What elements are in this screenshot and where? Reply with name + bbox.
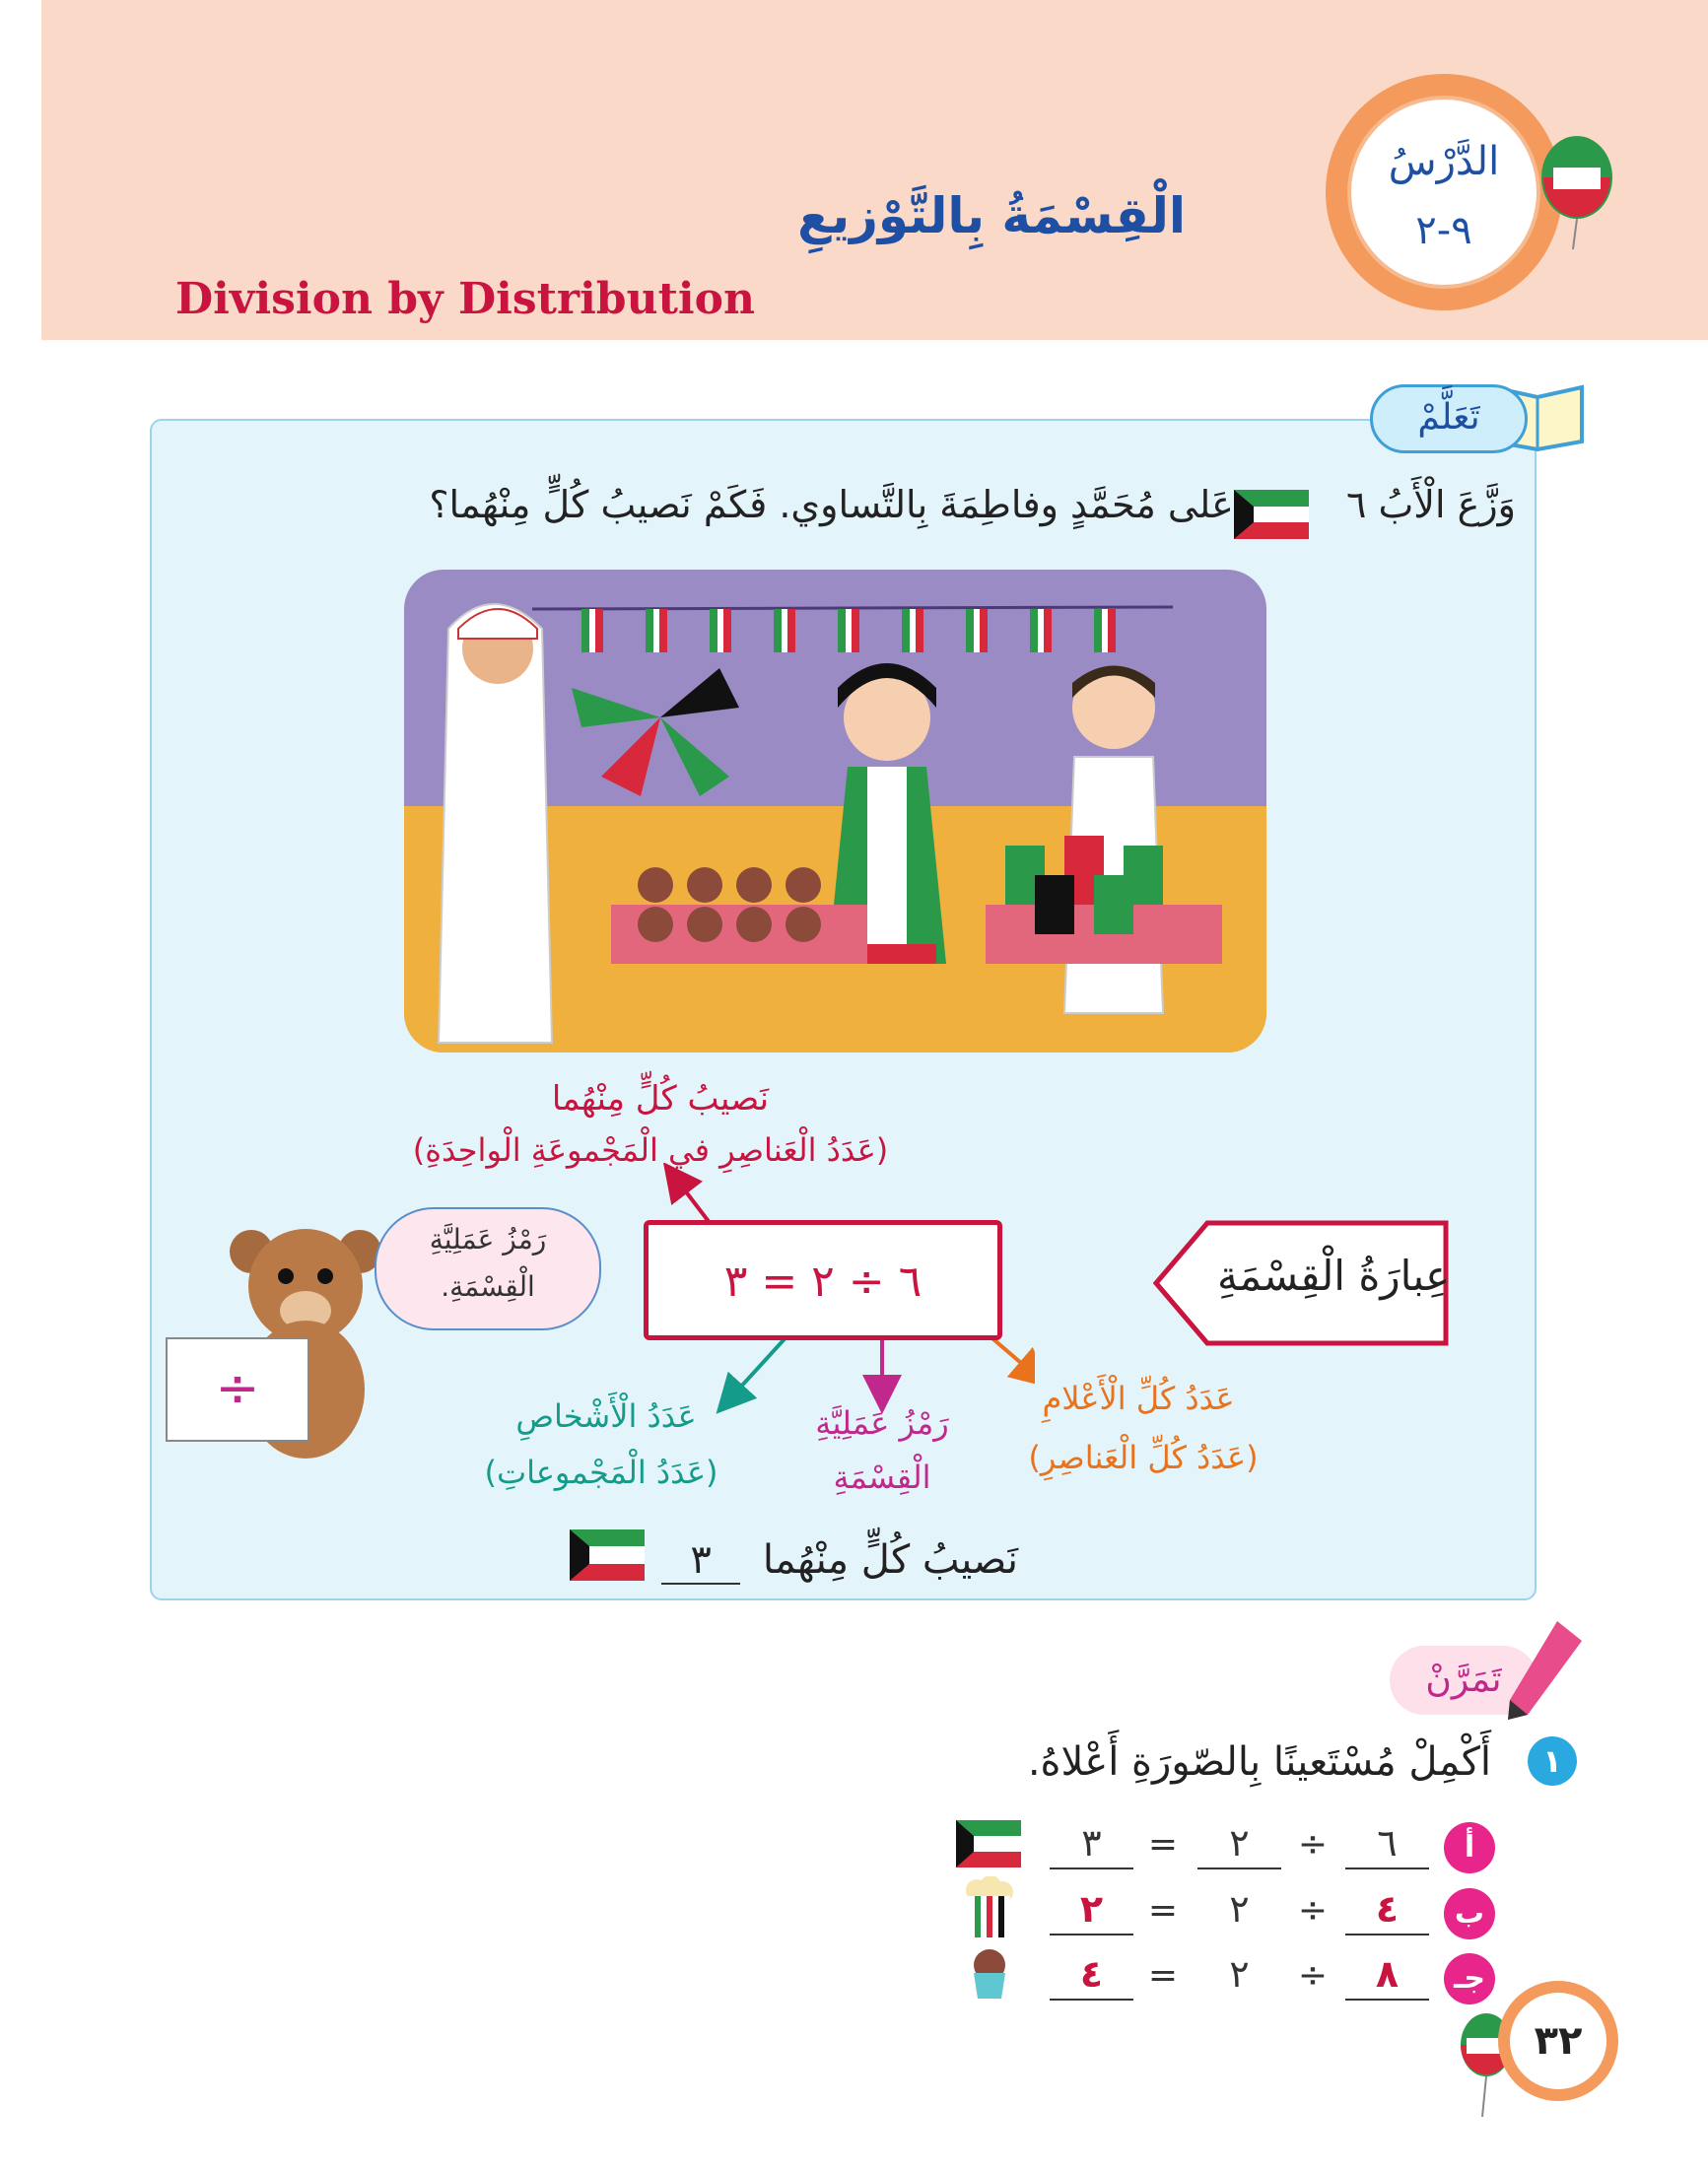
dividend: ٨: [1345, 1949, 1429, 2001]
popcorn-icon: [961, 1876, 1016, 1937]
distribution-illustration: [404, 570, 1266, 1053]
share-label: نَصيبُ كُلٍّ مِنْهُما: [551, 1079, 770, 1119]
cupcake-icon: [968, 1949, 1011, 1999]
exercise-row-c: [946, 1949, 1557, 2008]
divisor: ٢: [1229, 1887, 1250, 1931]
balloon-icon: [1537, 133, 1616, 251]
lesson-number: ٩-٢: [1415, 208, 1472, 253]
equals-symbol: =: [1147, 1890, 1179, 1931]
quotient: ٣: [1050, 1818, 1133, 1869]
lesson-badge: [1326, 74, 1562, 310]
division-equation-box: [644, 1220, 1002, 1340]
symbol-label-line1: رَمْزُ عَمَلِيَّةِ: [815, 1404, 949, 1442]
division-equation: ٦ ÷ ٢ = ٣: [723, 1256, 922, 1307]
lesson-word: الدَّرْسُ: [1388, 139, 1500, 184]
learn-tag: تَعَلَّمْ: [1370, 384, 1528, 453]
page-number-badge: [1498, 1981, 1618, 2101]
practice-tag: تَمَرَّنْ: [1390, 1646, 1537, 1715]
answer-text: نَصيبُ كُلٍّ مِنْهُما: [762, 1537, 1018, 1583]
symbol-label-line2: الْقِسْمَةِ: [833, 1459, 931, 1496]
speech-bubble: [375, 1207, 601, 1330]
dividend: ٤: [1345, 1884, 1429, 1935]
father-figure: [439, 604, 552, 1043]
dividend: ٦: [1345, 1818, 1429, 1869]
quotient: ٢: [1050, 1884, 1133, 1935]
divisor: ٢: [1197, 1818, 1281, 1869]
pencil-icon: [1498, 1616, 1587, 1725]
exercise-number: ١: [1528, 1736, 1577, 1786]
bubble-line1: رَمْزُ عَمَلِيَّةِ: [429, 1223, 547, 1256]
divide-symbol: ÷: [1297, 1824, 1329, 1865]
row-letter: جـ: [1444, 1953, 1495, 2004]
row-letter: أ: [1444, 1822, 1495, 1873]
bunting-flags: [581, 609, 1116, 652]
divide-symbol: ÷: [1297, 1890, 1329, 1931]
answer-value: ٣: [661, 1537, 740, 1585]
row-letter: ب: [1444, 1888, 1495, 1939]
people-count-label: عَدَدُ الْأَشْخاصِ: [515, 1397, 697, 1435]
english-title: Division by Distribution: [175, 274, 755, 324]
divide-symbol: ÷: [1297, 1955, 1329, 1996]
question-text: [429, 483, 1516, 526]
exercise-row-a: [946, 1818, 1557, 1877]
arabic-title: الْقِسْمَةُ بِالتَّوْزيعِ: [797, 187, 1186, 244]
divisor: ٢: [1229, 1952, 1250, 1996]
exercise-row-b: [946, 1884, 1557, 1943]
items-count-label: (عَدَدُ كُلِّ الْعَناصِرِ): [1028, 1439, 1259, 1476]
groups-count-label: (عَدَدُ الْمَجْموعاتِ): [484, 1454, 718, 1491]
expression-label: عِبارَةُ الْقِسْمَةِ: [1217, 1252, 1451, 1300]
exercise-instruction: أَكْمِلْ مُسْتَعينًا بِالصّورَةِ أَعْلاهُ.: [1027, 1739, 1491, 1785]
kuwait-flag-icon: [956, 1820, 1021, 1867]
kuwait-flag-icon: [1234, 490, 1309, 539]
equals-symbol: =: [1147, 1824, 1179, 1865]
division-sign-card: ÷: [166, 1337, 309, 1442]
equals-symbol: =: [1147, 1955, 1179, 1996]
question-part2: عَلى مُحَمَّدٍ وفاطِمَةَ بِالتَّساوي. فَكَمْ نَصيبُ كُلٍّ مِنْهُما؟: [429, 483, 1234, 526]
bubble-line2: الْقِسْمَةِ.: [441, 1270, 535, 1303]
question-part1: وَزَّعَ الْأَبُ ٦: [1346, 483, 1516, 526]
flags-count-label: عَدَدُ كُلِّ الْأَعْلامِ: [1042, 1380, 1235, 1417]
kuwait-flag-icon: [570, 1529, 645, 1581]
page-number: ٣٢: [1510, 1993, 1606, 2089]
share-sub-label: (عَدَدُ الْعَناصِرِ في الْمَجْموعَةِ الْواحِدَةِ): [412, 1131, 889, 1169]
answer-line: [661, 1537, 1018, 1585]
quotient: ٤: [1050, 1949, 1133, 2001]
